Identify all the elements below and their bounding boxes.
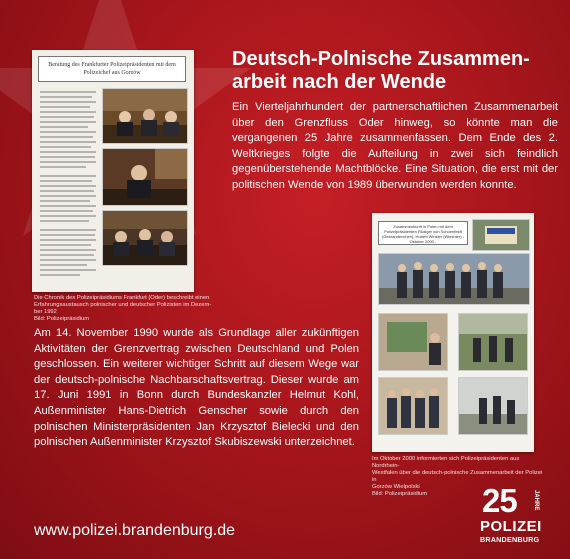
title-line-2: arbeit nach der Wende [232, 71, 447, 93]
page-title [232, 48, 552, 94]
outdoor-photo [458, 313, 528, 371]
chronicle-document-image [32, 50, 194, 292]
intro-paragraph: Ein Vierteljahrhundert der partnerschaftlichen Zusammenarbeit über den Grenzfluss Oder hinweg, so könnte man die vergangenen 25 Jahre zusammenfassen. Dem Ende des 2. Weltkrieges folgte die Aufteilung in zwei sich feindlich gegenüberstehende Machtblöcke. Eine Situation, die erst mit der politischen Wende von 1989 überwunden werden konnte. [232, 101, 558, 191]
visit-document-image [372, 213, 534, 452]
text-lines-graphic [40, 88, 96, 284]
logo-brandenburg: BRANDENBURG [480, 535, 540, 544]
logo-jahre: JAHRE [533, 490, 539, 511]
title-line-1: Deutsch-Polnische Zusammen- [232, 48, 530, 70]
visit-caption: Im Oktober 2000 informierten sich Polizeipräsidenten aus Nordrhein- Westfalen über die deutsch-polnische Zusammenarbeit der Polizei in Gorzów Wielpolski Bild: Polizeipräsidium [372, 456, 543, 497]
meeting-photo-3 [102, 210, 188, 266]
chronicle-document-header: Beratung des Frankfurter Polizeipräsidenten mit dem Polizeichef aus Gorzów [38, 56, 186, 82]
police-sign-photo [472, 219, 530, 251]
meeting-photo-2 [102, 148, 188, 206]
map-room-photo [378, 313, 448, 371]
website-url[interactable]: www.polizei.brandenburg.de [34, 522, 236, 539]
visit-document-header: Zusammenkunft in Polen mit dem Polizeipräsidenten Rüdiger von Schoenfeldt (Gebrandenchen), Hubert Winkler (Wiesnter) - Oktober 2000 - [378, 221, 468, 245]
officers-photo [378, 377, 448, 435]
polizei-25-jahre-logo [478, 482, 552, 548]
group-photo [378, 253, 530, 305]
chronicle-document-text-block [40, 88, 96, 287]
logo-polizei: POLIZEI [480, 518, 542, 535]
chronicle-caption: Die Chronik des Polizeipräsidiums Frankfurt (Oder) beschreibt einen Erfahrungsaustausch polnischer und deutscher Polizisten im Dezem- ber 1992 Bild: Polizeipräsidium [34, 295, 212, 322]
outdoor-group-photo [458, 377, 528, 435]
logo-number: 25 [482, 482, 517, 519]
body-paragraph: Am 14. November 1990 wurde als Grundlage aller zukünftigen Aktivitäten der Grenzvertrag zwischen Deutschland und Polen geschlossen. Ein weiterer wichtiger Schritt auf diesem Wege war der deutsch-polnische Nachbarschaftsvertrag. Dieser wurde am 17. Juni 1991 in Bonn durch Bundeskanzler Helmut Kohl, Außenminister Hans-Dietrich Genscher sowie durch den polnischen Ministerpräsidenten Jan Krzysztof Bielecki und den polnischen Außenminister Krzysztof Skubiszewski unterzeichnet. [34, 327, 359, 449]
meeting-photo-1 [102, 88, 188, 144]
